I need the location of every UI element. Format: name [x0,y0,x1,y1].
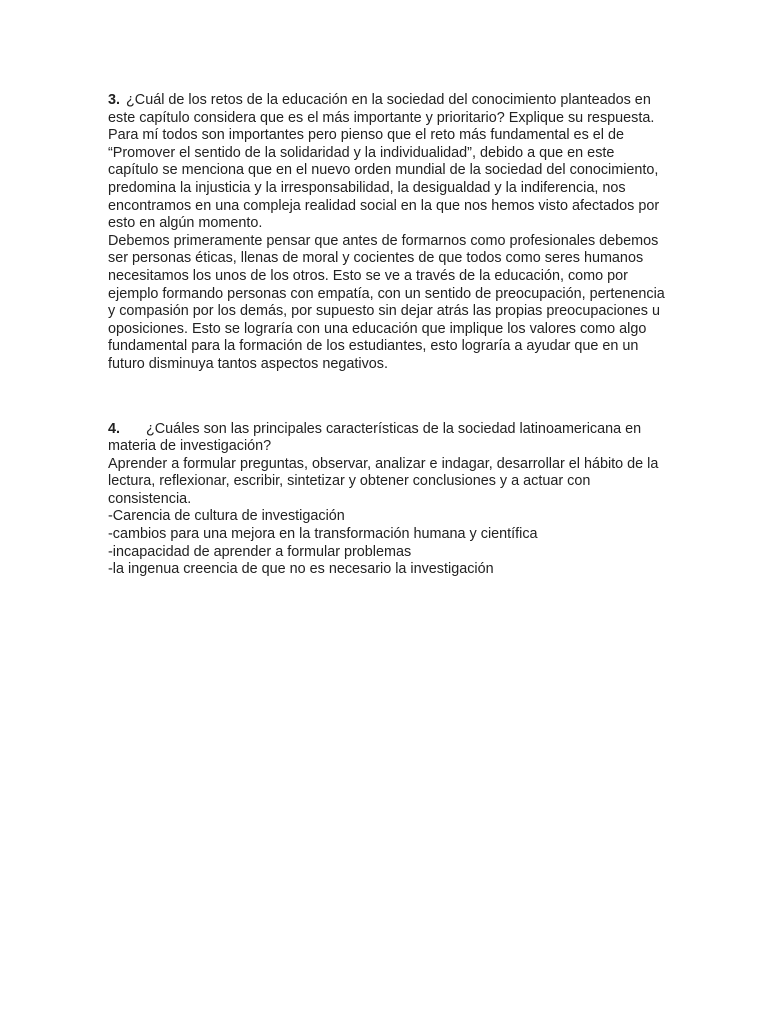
question-4-block [108,421,668,579]
question-3-prompt: ¿Cuál de los retos de la educación en la sociedad del conocimiento planteados en este capítulo considera que es el más importante y prioritario? Explique su respuesta. [108,92,655,126]
question-3-answer-paragraph-1: Para mí todos son importantes pero pienso que el reto más fundamental es el de “Promover el sentido de la solidaridad y la individualidad”, debido a que en este capítulo se menciona que en el nuevo orden mundial de la sociedad del conocimiento, predomina la injusticia y la irresponsabilidad, la desigualdad y la indiferencia, nos encontramos en una compleja realidad social en la que nos hemos visto afectados por esto en algún momento. [108,127,660,232]
question-3-number: 3. [108,92,121,108]
question-4-bullet-4: -la ingenua creencia de que no es necesario la investigación [108,561,494,578]
question-4-number: 4. [108,420,121,437]
question-3-heading [108,92,668,127]
question-4-prompt: ¿Cuáles son las principales características de la sociedad latinoamericana en materia de investigación? [108,420,642,455]
question-4-bullet-3: -incapacidad de aprender a formular problemas [108,543,412,560]
question-4-bullet-1: -Carencia de cultura de investigación [108,508,345,525]
document-page [108,92,668,579]
question-4-heading [108,421,668,456]
question-4-bullet-2: -cambios para una mejora en la transformación humana y científica [108,526,538,543]
question-3-answer-paragraph-2: Debemos primeramente pensar que antes de formarnos como profesionales debemos ser personas éticas, llenas de moral y cocientes de que todos como seres humanos necesitamos los unos de los otros. Esto se ve a través de la educación, como por ejemplo formando personas con empatía, con un sentido de preocupación, pertenencia y compasión por los demás, por supuesto sin dejar atrás las propias preocupaciones u oposiciones. Esto se lograría con una educación que implique los valores como algo fundamental para la formación de los estudiantes, esto lograría a ayudar que en un futuro disminuya tantos aspectos negativos. [108,232,665,372]
question-4-answer: Aprender a formular preguntas, observar, analizar e indagar, desarrollar el hábito de la lectura, reflexionar, escribir, sintetizar y obtener conclusiones y a actuar con consistencia. [108,455,659,507]
